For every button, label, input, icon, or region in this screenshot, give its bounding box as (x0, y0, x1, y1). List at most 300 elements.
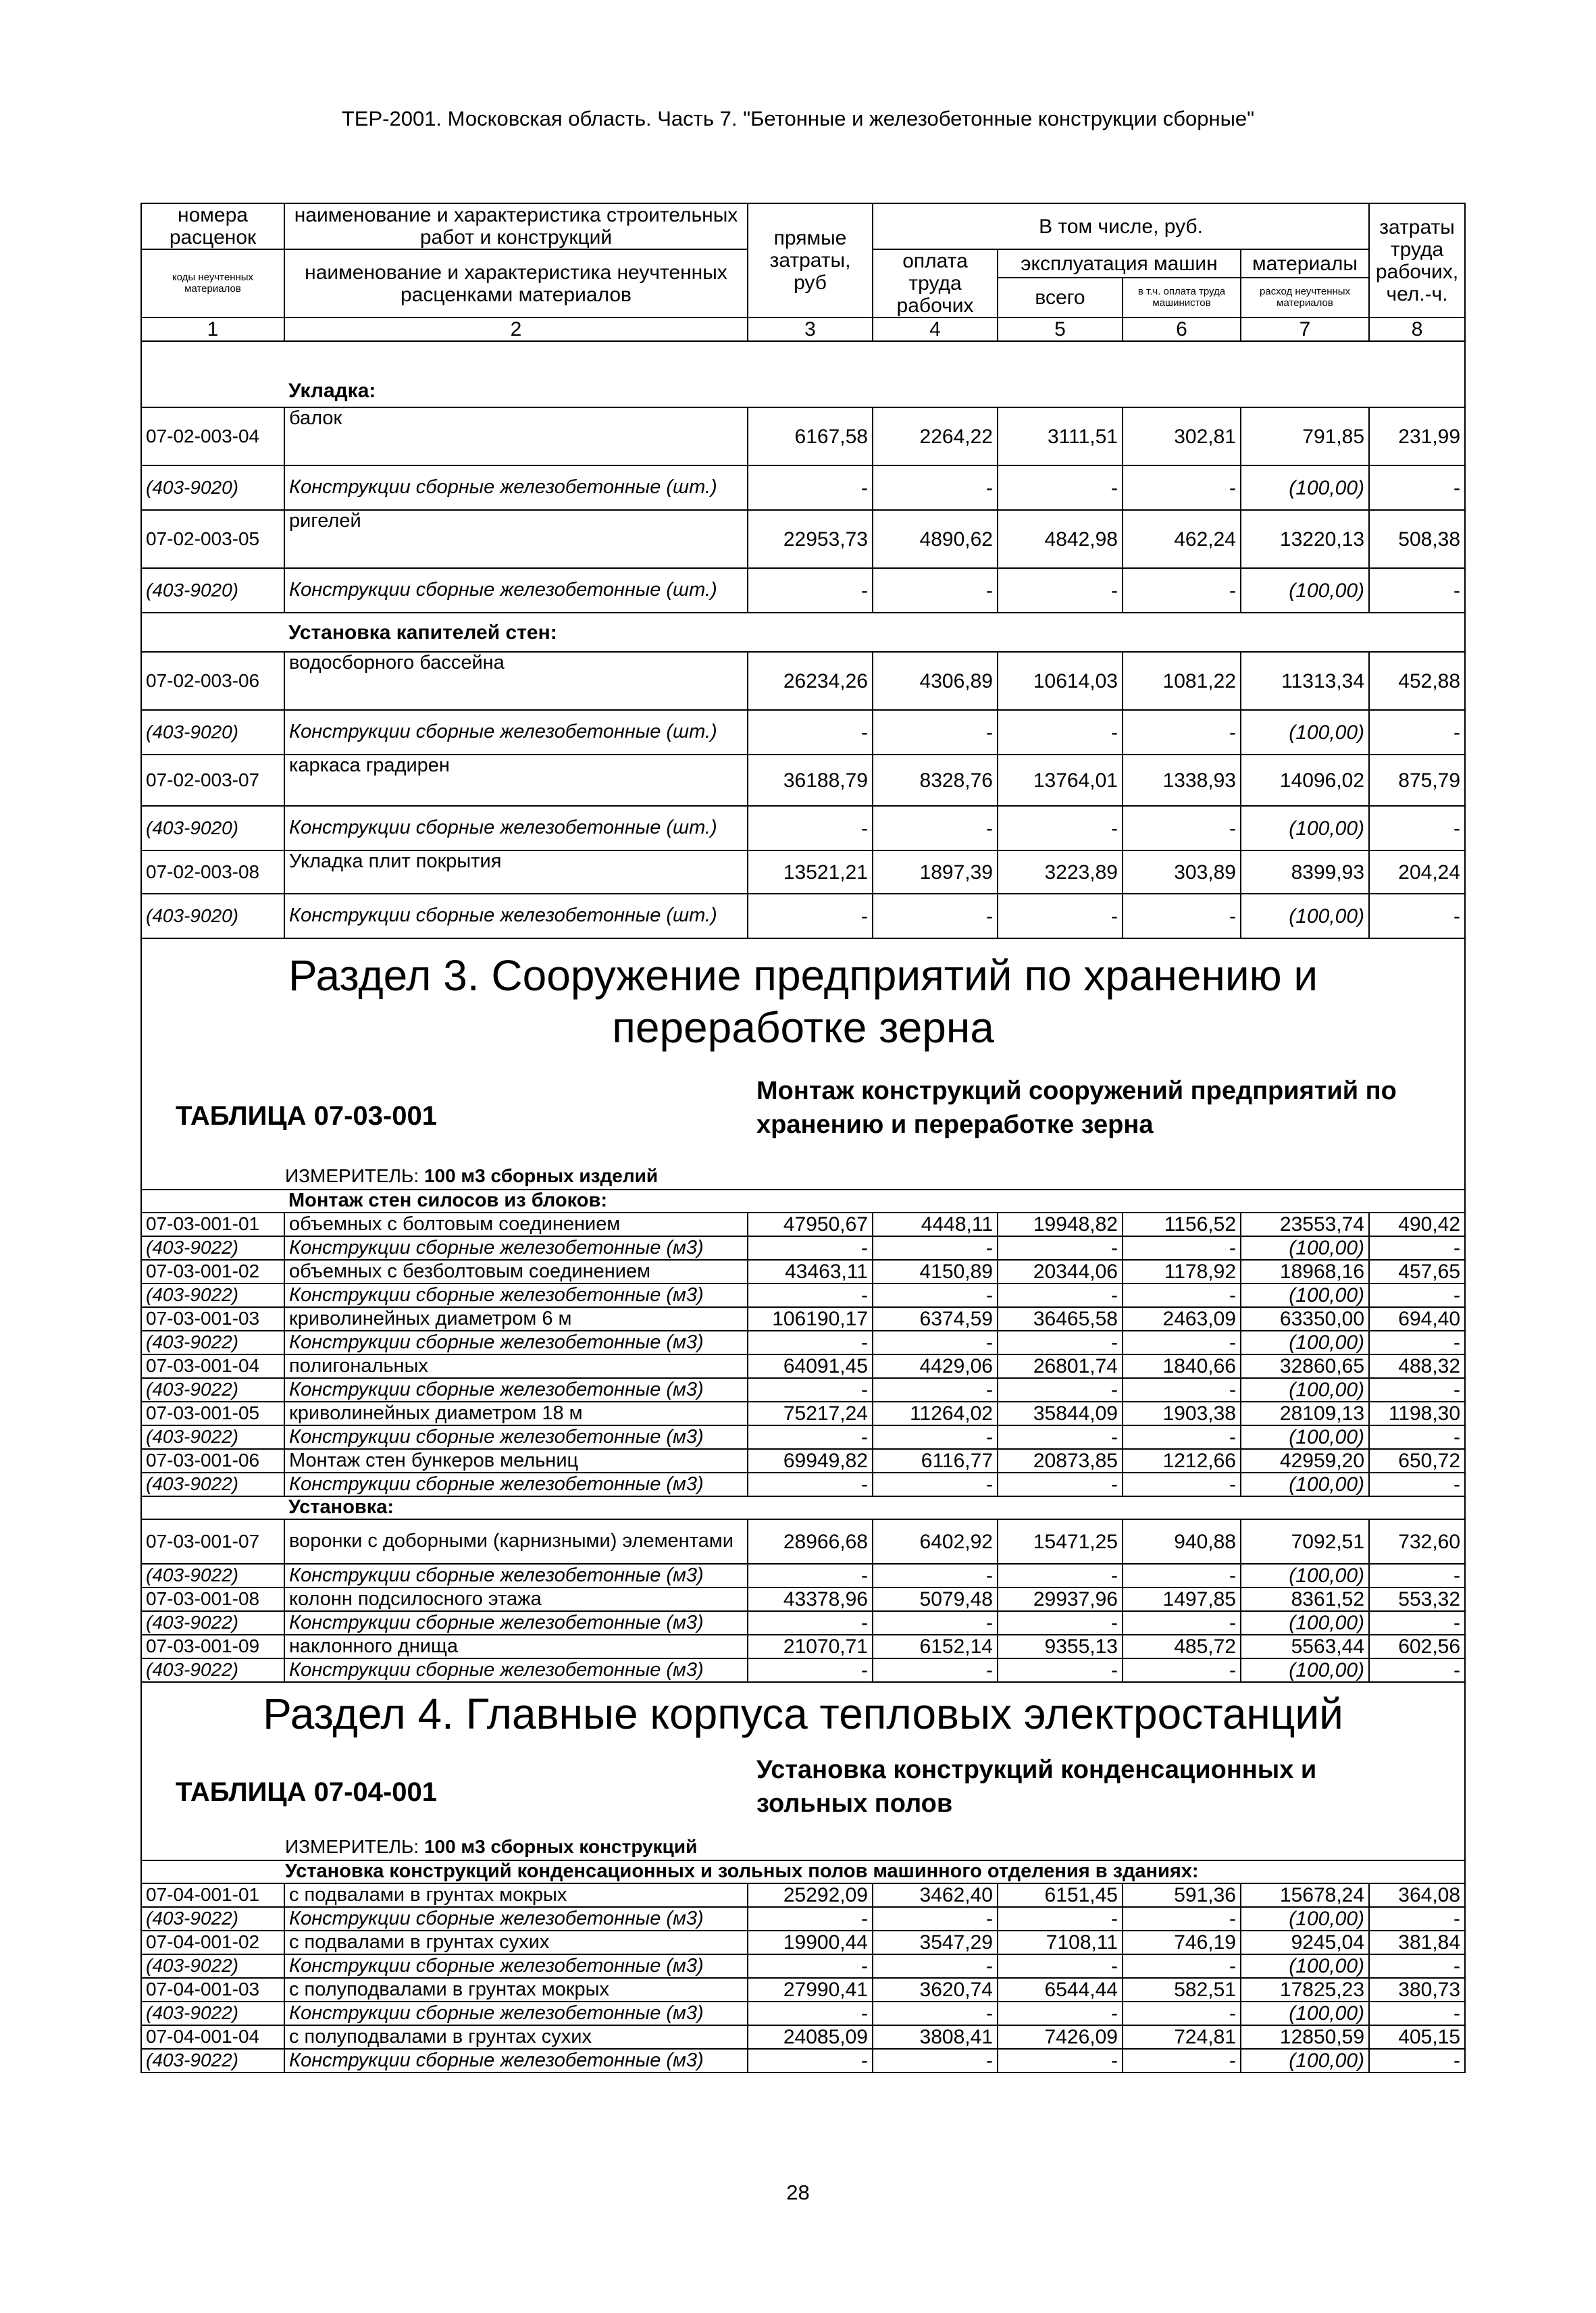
material-mach: - (998, 1564, 1123, 1587)
material-row (141, 568, 1465, 613)
row-direct: 106190,17 (748, 1307, 873, 1331)
row-wage: 4890,62 (873, 510, 998, 568)
row-mat: 23553,74 (1241, 1213, 1369, 1236)
row-name: с полуподвалами в грунтах мокрых (284, 1978, 748, 2002)
row-mat: 15678,24 (1241, 1883, 1369, 1907)
material-row (141, 1473, 1465, 1496)
row-direct: 69949,82 (748, 1449, 873, 1473)
material-code: (403-9020) (141, 465, 284, 510)
row-wage: 3547,29 (873, 1931, 998, 1954)
row-labor: 204,24 (1369, 850, 1465, 894)
row-labor: 490,42 (1369, 1213, 1465, 1236)
header-mach-wage: в т.ч. оплата труда машинистов (1123, 278, 1241, 317)
group-heading: Установка: (284, 1496, 1465, 1519)
row-mat: 8361,52 (1241, 1587, 1369, 1611)
material-name: Конструкции сборные железобетонные (м3) (284, 1564, 748, 1587)
material-name: Конструкции сборные железобетонные (шт.) (284, 894, 748, 938)
colnum-2: 2 (284, 317, 748, 341)
row-code: 07-04-001-04 (141, 2025, 284, 2049)
row-mat: 11313,34 (1241, 652, 1369, 710)
row-wage: 3620,74 (873, 1978, 998, 2002)
material-direct: - (748, 1907, 873, 1931)
row-direct: 75217,24 (748, 1402, 873, 1425)
material-row (141, 1954, 1465, 1978)
material-mach-wage: - (1123, 1658, 1241, 1682)
row-labor: 1198,30 (1369, 1402, 1465, 1425)
row-labor: 405,15 (1369, 2025, 1465, 2049)
row-mach: 7426,09 (998, 2025, 1123, 2049)
row-name: с подвалами в грунтах мокрых (284, 1883, 748, 1907)
row-wage: 6116,77 (873, 1449, 998, 1473)
material-mach: - (998, 806, 1123, 850)
row-code: 07-04-001-02 (141, 1931, 284, 1954)
material-labor: - (1369, 568, 1465, 613)
row-code: 07-02-003-04 (141, 407, 284, 465)
material-mach: - (998, 710, 1123, 755)
row-mat: 28109,13 (1241, 1402, 1369, 1425)
row-mat: 18968,16 (1241, 1260, 1369, 1283)
row-mach: 20873,85 (998, 1449, 1123, 1473)
row-mach: 15471,25 (998, 1519, 1123, 1564)
material-amount: (100,00) (1241, 894, 1369, 938)
material-wage: - (873, 1907, 998, 1931)
section3-rows-a (141, 1213, 1465, 1496)
material-row (141, 1331, 1465, 1354)
material-name: Конструкции сборные железобетонные (м3) (284, 1331, 748, 1354)
colnum-5: 5 (998, 317, 1123, 341)
header-nomera: номера расценок (141, 203, 284, 249)
row-mach-wage: 724,81 (1123, 2025, 1241, 2049)
material-mach-wage: - (1123, 465, 1241, 510)
table-row (141, 1635, 1465, 1658)
row-name: наклонного днища (284, 1635, 748, 1658)
row-name: ригелей (284, 510, 748, 568)
row-mat: 9245,04 (1241, 1931, 1369, 1954)
row-mat: 5563,44 (1241, 1635, 1369, 1658)
row-labor: 602,56 (1369, 1635, 1465, 1658)
header-kody: коды неучтенных материалов (141, 249, 284, 317)
measure-line (285, 1837, 697, 1858)
table-row (141, 1213, 1465, 1236)
row-mat: 791,85 (1241, 407, 1369, 465)
table-row (141, 1587, 1465, 1611)
group-heading: Установка капителей стен: (284, 613, 1465, 652)
material-wage: - (873, 1954, 998, 1978)
header-mat: материалы (1241, 249, 1369, 278)
material-labor: - (1369, 806, 1465, 850)
table-row (141, 1978, 1465, 2002)
row-direct: 27990,41 (748, 1978, 873, 2002)
row-mach-wage: 1212,66 (1123, 1449, 1241, 1473)
material-name: Конструкции сборные железобетонные (м3) (284, 1611, 748, 1635)
material-labor: - (1369, 894, 1465, 938)
header-mach-total: всего (998, 278, 1123, 317)
row-code: 07-03-001-06 (141, 1449, 284, 1473)
row-mach: 7108,11 (998, 1931, 1123, 1954)
group-heading: Укладка: (284, 375, 1465, 407)
material-row (141, 1611, 1465, 1635)
material-amount: (100,00) (1241, 465, 1369, 510)
measure-label: ИЗМЕРИТЕЛЬ: (285, 1836, 419, 1857)
material-mach-wage: - (1123, 1954, 1241, 1978)
row-wage: 3808,41 (873, 2025, 998, 2049)
row-mach: 26801,74 (998, 1354, 1123, 1378)
row-mach-wage: 1156,52 (1123, 1213, 1241, 1236)
material-labor: - (1369, 1907, 1465, 1931)
row-mach: 35844,09 (998, 1402, 1123, 1425)
table-row (141, 850, 1465, 894)
material-mach: - (998, 1425, 1123, 1449)
material-row (141, 2049, 1465, 2073)
material-wage: - (873, 1425, 998, 1449)
material-name: Конструкции сборные железобетонные (м3) (284, 1236, 748, 1260)
row-code: 07-03-001-07 (141, 1519, 284, 1564)
material-name: Конструкции сборные железобетонные (м3) (284, 1378, 748, 1402)
row-code: 07-03-001-09 (141, 1635, 284, 1658)
material-name: Конструкции сборные железобетонные (шт.) (284, 465, 748, 510)
colnum-6: 6 (1123, 317, 1241, 341)
material-mach: - (998, 1378, 1123, 1402)
material-wage: - (873, 1331, 998, 1354)
row-wage: 8328,76 (873, 755, 998, 806)
material-direct: - (748, 2049, 873, 2073)
row-name: водосборного бассейна (284, 652, 748, 710)
measure-value: 100 м3 сборных изделий (423, 1165, 659, 1186)
row-mach: 6544,44 (998, 1978, 1123, 2002)
row-mach-wage: 1497,85 (1123, 1587, 1241, 1611)
row-direct: 36188,79 (748, 755, 873, 806)
material-mach-wage: - (1123, 894, 1241, 938)
material-direct: - (748, 568, 873, 613)
material-mach-wage: - (1123, 2002, 1241, 2025)
material-wage: - (873, 1658, 998, 1682)
row-code: 07-03-001-05 (141, 1402, 284, 1425)
material-amount: (100,00) (1241, 568, 1369, 613)
material-mat: (100,00) (1241, 1331, 1369, 1354)
material-mach: - (998, 465, 1123, 510)
material-direct: - (748, 1331, 873, 1354)
material-name: Конструкции сборные железобетонные (м3) (284, 1283, 748, 1307)
row-name: криволинейных диаметром 18 м (284, 1402, 748, 1425)
price-table (140, 203, 1466, 2073)
row-mach-wage: 2463,09 (1123, 1307, 1241, 1331)
group-heading: Монтаж стен силосов из блоков: (284, 1190, 1465, 1213)
material-mach-wage: - (1123, 1473, 1241, 1496)
row-direct: 6167,58 (748, 407, 873, 465)
row-direct: 43378,96 (748, 1587, 873, 1611)
row-mach: 13764,01 (998, 755, 1123, 806)
row-direct: 26234,26 (748, 652, 873, 710)
row-mach-wage: 1903,38 (1123, 1402, 1241, 1425)
row-code: 07-02-003-06 (141, 652, 284, 710)
material-direct: - (748, 1954, 873, 1978)
material-code: (403-9020) (141, 710, 284, 755)
page-header: ТЕР-2001. Московская область. Часть 7. "Бетонные и железобетонные конструкции сборные" (341, 107, 1255, 130)
material-wage: - (873, 568, 998, 613)
material-mat: (100,00) (1241, 1954, 1369, 1978)
row-code: 07-02-003-05 (141, 510, 284, 568)
row-code: 07-03-001-03 (141, 1307, 284, 1331)
row-direct: 64091,45 (748, 1354, 873, 1378)
row-wage: 3462,40 (873, 1883, 998, 1907)
material-code: (403-9022) (141, 1954, 284, 1978)
material-direct: - (748, 806, 873, 850)
row-mat: 63350,00 (1241, 1307, 1369, 1331)
material-code: (403-9022) (141, 1564, 284, 1587)
material-direct: - (748, 1283, 873, 1307)
material-code: (403-9022) (141, 2002, 284, 2025)
row-mach: 10614,03 (998, 652, 1123, 710)
row-labor: 231,99 (1369, 407, 1465, 465)
material-code: (403-9022) (141, 1658, 284, 1682)
header-mach: эксплуатация машин (998, 249, 1241, 278)
material-labor: - (1369, 2049, 1465, 2073)
row-direct: 24085,09 (748, 2025, 873, 2049)
material-row (141, 1425, 1465, 1449)
row-mat: 14096,02 (1241, 755, 1369, 806)
material-name: Конструкции сборные железобетонные (м3) (284, 1658, 748, 1682)
material-code: (403-9022) (141, 1283, 284, 1307)
row-mat: 42959,20 (1241, 1449, 1369, 1473)
row-name: с подвалами в грунтах сухих (284, 1931, 748, 1954)
row-name: Монтаж стен бункеров мельниц (284, 1449, 748, 1473)
row-mach-wage: 591,36 (1123, 1883, 1241, 1907)
material-wage: - (873, 710, 998, 755)
material-amount: (100,00) (1241, 806, 1369, 850)
material-mach: - (998, 1658, 1123, 1682)
material-row (141, 1236, 1465, 1260)
material-direct: - (748, 1378, 873, 1402)
row-name: каркаса градирен (284, 755, 748, 806)
row-wage: 6152,14 (873, 1635, 998, 1658)
material-name: Конструкции сборные железобетонные (шт.) (284, 710, 748, 755)
material-mach-wage: - (1123, 1378, 1241, 1402)
colnum-1: 1 (141, 317, 284, 341)
row-labor: 650,72 (1369, 1449, 1465, 1473)
row-labor: 452,88 (1369, 652, 1465, 710)
material-mach: - (998, 1954, 1123, 1978)
row-direct: 47950,67 (748, 1213, 873, 1236)
material-code: (403-9022) (141, 1425, 284, 1449)
material-row (141, 806, 1465, 850)
row-wage: 2264,22 (873, 407, 998, 465)
header-labor: затраты труда рабочих, чел.-ч. (1369, 203, 1465, 317)
material-mach-wage: - (1123, 1907, 1241, 1931)
material-labor: - (1369, 1331, 1465, 1354)
material-code: (403-9022) (141, 1473, 284, 1496)
row-labor: 875,79 (1369, 755, 1465, 806)
material-direct: - (748, 894, 873, 938)
row-mach-wage: 582,51 (1123, 1978, 1241, 2002)
material-labor: - (1369, 1378, 1465, 1402)
material-labor: - (1369, 1473, 1465, 1496)
colnum-4: 4 (873, 317, 998, 341)
row-mach: 9355,13 (998, 1635, 1123, 1658)
material-wage: - (873, 894, 998, 938)
material-mat: (100,00) (1241, 1564, 1369, 1587)
material-name: Конструкции сборные железобетонные (м3) (284, 1954, 748, 1978)
row-name: криволинейных диаметром 6 м (284, 1307, 748, 1331)
row-code: 07-03-001-04 (141, 1354, 284, 1378)
section4-rows (141, 1883, 1465, 2073)
row-name: с полуподвалами в грунтах сухих (284, 2025, 748, 2049)
material-wage: - (873, 1283, 998, 1307)
material-mach-wage: - (1123, 1425, 1241, 1449)
material-labor: - (1369, 465, 1465, 510)
material-wage: - (873, 1564, 998, 1587)
row-mach-wage: 1081,22 (1123, 652, 1241, 710)
row-name: воронки с доборными (карнизными) элементами (284, 1519, 748, 1564)
table-row (141, 1260, 1465, 1283)
measure-line (285, 1166, 658, 1187)
material-mach: - (998, 1473, 1123, 1496)
row-mach-wage: 462,24 (1123, 510, 1241, 568)
row-mat: 8399,93 (1241, 850, 1369, 894)
row-wage: 11264,02 (873, 1402, 998, 1425)
table-title: Установка конструкций конденсационных и зольных полов (756, 1756, 1317, 1819)
table-row (141, 1519, 1465, 1564)
table-row (141, 652, 1465, 710)
material-name: Конструкции сборные железобетонные (шт.) (284, 568, 748, 613)
row-code: 07-04-001-01 (141, 1883, 284, 1907)
table-id: ТАБЛИЦА 07-03-001 (176, 1101, 437, 1131)
row-name: балок (284, 407, 748, 465)
material-name: Конструкции сборные железобетонные (м3) (284, 1425, 748, 1449)
material-name: Конструкции сборные железобетонные (шт.) (284, 806, 748, 850)
row-mach-wage: 1338,93 (1123, 755, 1241, 806)
material-mat: (100,00) (1241, 1907, 1369, 1931)
measure-label: ИЗМЕРИТЕЛЬ: (285, 1165, 419, 1186)
material-code: (403-9022) (141, 1378, 284, 1402)
row-direct: 13521,21 (748, 850, 873, 894)
material-mat: (100,00) (1241, 1473, 1369, 1496)
row-mach: 29937,96 (998, 1587, 1123, 1611)
material-code: (403-9022) (141, 1907, 284, 1931)
material-labor: - (1369, 1283, 1465, 1307)
material-wage: - (873, 1611, 998, 1635)
row-labor: 488,32 (1369, 1354, 1465, 1378)
material-direct: - (748, 1658, 873, 1682)
material-mach-wage: - (1123, 1564, 1241, 1587)
row-mach-wage: 746,19 (1123, 1931, 1241, 1954)
row-labor: 364,08 (1369, 1883, 1465, 1907)
material-mach-wage: - (1123, 710, 1241, 755)
row-mat: 17825,23 (1241, 1978, 1369, 2002)
material-code: (403-9022) (141, 1611, 284, 1635)
group-heading: Установка конструкций конденсационных и зольных полов машинного отделения в зданиях: (141, 1860, 1465, 1883)
material-labor: - (1369, 1425, 1465, 1449)
material-mat: (100,00) (1241, 1658, 1369, 1682)
material-mach-wage: - (1123, 1283, 1241, 1307)
row-direct: 19900,44 (748, 1931, 873, 1954)
row-wage: 1897,39 (873, 850, 998, 894)
row-mach: 3111,51 (998, 407, 1123, 465)
material-mat: (100,00) (1241, 1236, 1369, 1260)
row-direct: 22953,73 (748, 510, 873, 568)
header-name: наименование и характеристика строительных работ и конструкций (284, 203, 748, 249)
section-title: Раздел 4. Главные корпуса тепловых электростанций (263, 1689, 1343, 1738)
row-name: колонн подсилосного этажа (284, 1587, 748, 1611)
table-row (141, 2025, 1465, 2049)
colnum-8: 8 (1369, 317, 1465, 341)
material-code: (403-9020) (141, 568, 284, 613)
material-labor: - (1369, 710, 1465, 755)
row-labor: 508,38 (1369, 510, 1465, 568)
row-mat: 32860,65 (1241, 1354, 1369, 1378)
material-mach-wage: - (1123, 2049, 1241, 2073)
row-mach: 4842,98 (998, 510, 1123, 568)
material-wage: - (873, 2002, 998, 2025)
material-wage: - (873, 465, 998, 510)
row-mach-wage: 1840,66 (1123, 1354, 1241, 1378)
row-mach-wage: 940,88 (1123, 1519, 1241, 1564)
page-number: 28 (786, 2181, 810, 2204)
material-code: (403-9020) (141, 806, 284, 850)
material-direct: - (748, 1473, 873, 1496)
material-labor: - (1369, 1236, 1465, 1260)
row-labor: 553,32 (1369, 1587, 1465, 1611)
material-row (141, 710, 1465, 755)
row-name: Укладка плит покрытия (284, 850, 748, 894)
header-wage: оплата труда рабочих (873, 249, 998, 317)
material-mach-wage: - (1123, 806, 1241, 850)
header-mat-sub: расход неучтенных материалов (1241, 278, 1369, 317)
material-labor: - (1369, 2002, 1465, 2025)
material-labor: - (1369, 1954, 1465, 1978)
material-wage: - (873, 2049, 998, 2073)
colnum-7: 7 (1241, 317, 1369, 341)
row-code: 07-02-003-08 (141, 850, 284, 894)
row-labor: 457,65 (1369, 1260, 1465, 1283)
header-incl: В том числе, руб. (873, 203, 1369, 249)
material-direct: - (748, 1611, 873, 1635)
material-row (141, 465, 1465, 510)
row-mach: 19948,82 (998, 1213, 1123, 1236)
material-mach-wage: - (1123, 1611, 1241, 1635)
row-name: полигональных (284, 1354, 748, 1378)
material-mat: (100,00) (1241, 2049, 1369, 2073)
row-code: 07-04-001-03 (141, 1978, 284, 2002)
material-name: Конструкции сборные железобетонные (м3) (284, 2002, 748, 2025)
table-row (141, 755, 1465, 806)
material-mach: - (998, 1283, 1123, 1307)
material-mach: - (998, 1907, 1123, 1931)
row-code: 07-03-001-01 (141, 1213, 284, 1236)
material-mach: - (998, 1236, 1123, 1260)
row-labor: 380,73 (1369, 1978, 1465, 2002)
material-code: (403-9022) (141, 1236, 284, 1260)
row-mach: 36465,58 (998, 1307, 1123, 1331)
row-direct: 28966,68 (748, 1519, 873, 1564)
material-mach: - (998, 1611, 1123, 1635)
row-code: 07-03-001-02 (141, 1260, 284, 1283)
table-row (141, 1402, 1465, 1425)
material-name: Конструкции сборные железобетонные (м3) (284, 1907, 748, 1931)
table-row (141, 510, 1465, 568)
row-labor: 732,60 (1369, 1519, 1465, 1564)
material-mach: - (998, 894, 1123, 938)
material-mat: (100,00) (1241, 2002, 1369, 2025)
material-mat: (100,00) (1241, 1378, 1369, 1402)
row-wage: 4150,89 (873, 1260, 998, 1283)
row-mach: 6151,45 (998, 1883, 1123, 1907)
material-wage: - (873, 806, 998, 850)
material-amount: (100,00) (1241, 710, 1369, 755)
material-row (141, 1378, 1465, 1402)
material-mach-wage: - (1123, 1236, 1241, 1260)
row-mach-wage: 485,72 (1123, 1635, 1241, 1658)
row-name: объемных с болтовым соединением (284, 1213, 748, 1236)
